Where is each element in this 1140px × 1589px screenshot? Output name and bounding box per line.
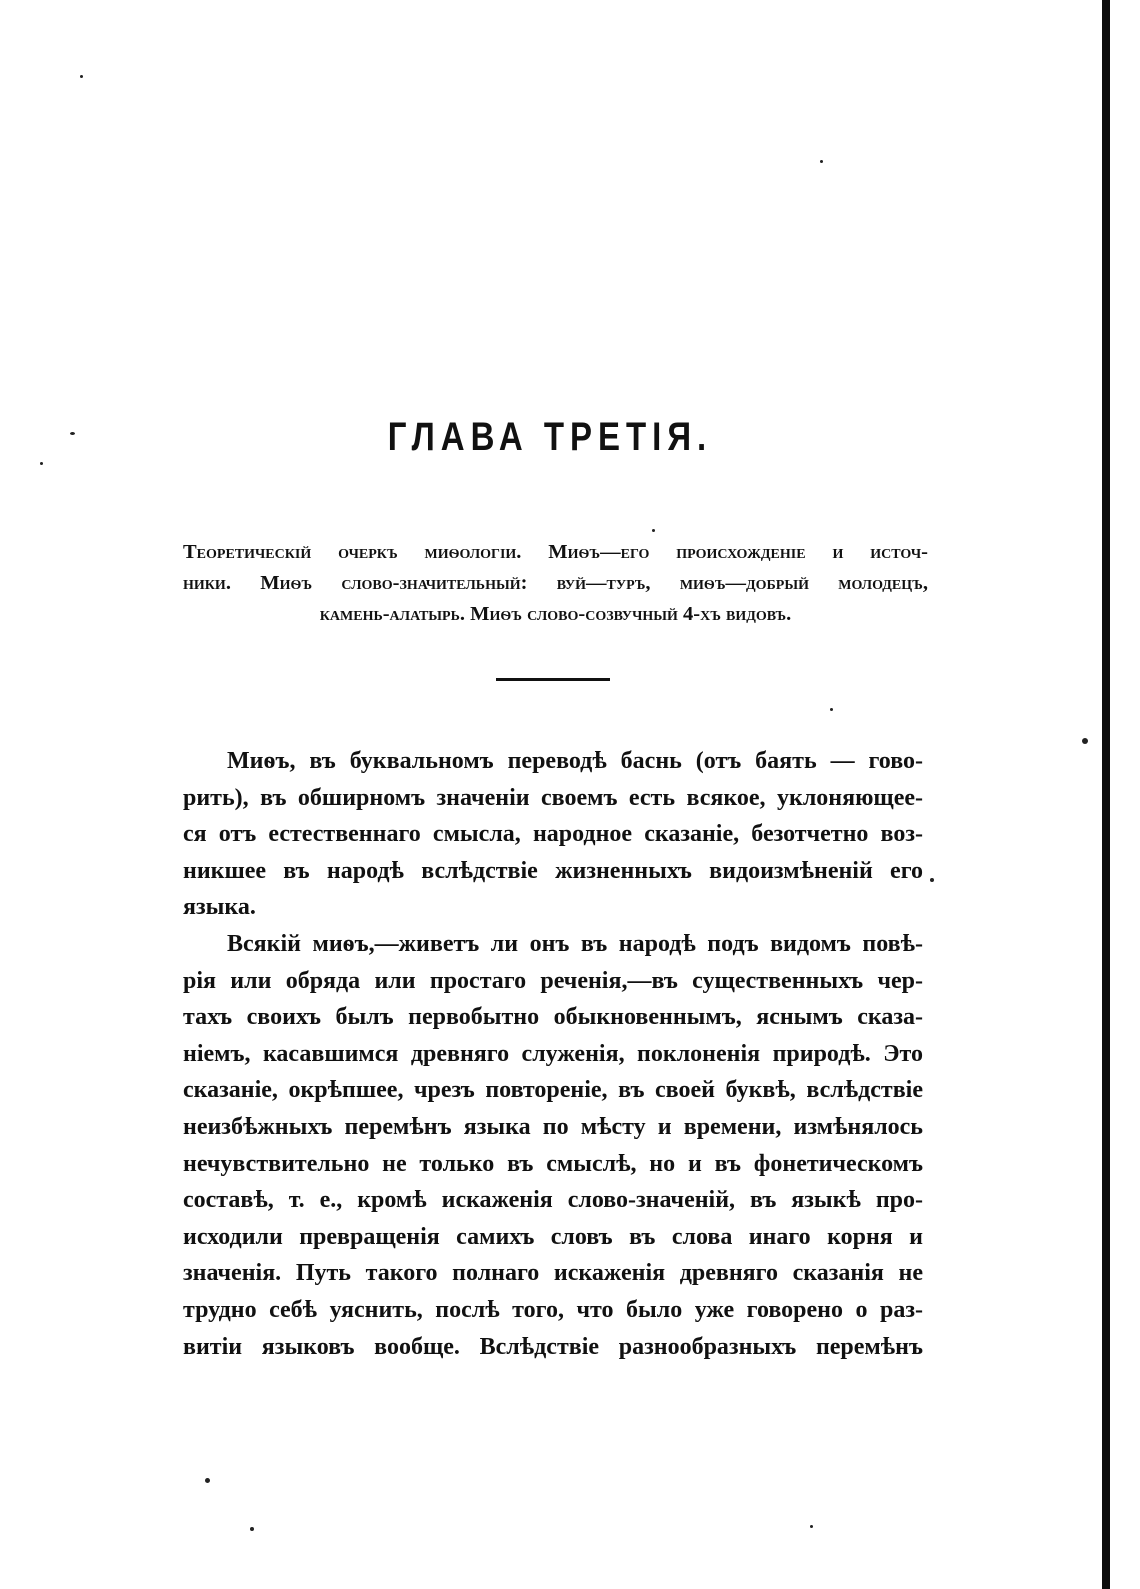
- paragraph-2-line: составѣ, т. е., кромѣ искаженія слово-значеній, въ языкѣ про-: [183, 1187, 923, 1214]
- paragraph-2-line: тахъ своихъ былъ первобытно обыкновеннымъ, яснымъ сказа-: [183, 1004, 923, 1031]
- paragraph-2-line: витіи языковъ вообще. Вслѣдствіе разнообразныхъ перемѣнъ: [183, 1333, 923, 1360]
- summary-line: ники. Миѳъ слово-значительный: вуй—туръ, миѳъ—добрый молодецъ,: [183, 572, 928, 594]
- scan-speck: [820, 160, 823, 163]
- page-edge-shadow: [1102, 0, 1110, 1589]
- scan-speck: [810, 1525, 813, 1528]
- paragraph-1-line: никшее въ народѣ вслѣдствіе жизненныхъ видоизмѣненій его: [183, 857, 923, 884]
- scan-speck: [40, 462, 43, 465]
- paragraph-2-line: рія или обряда или простаго реченія,—въ существенныхъ чер-: [183, 967, 923, 994]
- paragraph-2-line: Всякій миѳъ,—живетъ ли онъ въ народѣ подъ видомъ повѣ-: [227, 930, 923, 957]
- scan-speck: [652, 529, 655, 532]
- paragraph-2-line: исходили превращенія самихъ словъ въ слова инаго корня и: [183, 1223, 923, 1250]
- paragraph-1-line: ся отъ естественнаго смысла, народное сказаніе, безотчетно воз-: [183, 821, 923, 848]
- paragraph-1-line: языка.: [183, 894, 256, 921]
- scan-speck: [250, 1527, 254, 1531]
- paragraph-1-line: рить), въ обширномъ значеніи своемъ есть всякое, уклоняющее-: [183, 784, 923, 811]
- paragraph-2-line: сказаніе, окрѣпшее, чрезъ повтореніе, въ своей буквѣ, вслѣдствіе: [183, 1077, 923, 1104]
- paragraph-1-line: Миѳъ, въ буквальномъ переводѣ баснь (отъ баять — гово-: [227, 748, 923, 774]
- paragraph-2-line: ніемъ, касавшимся древняго служенія, поклоненія природѣ. Это: [183, 1040, 923, 1067]
- summary-line: камень-алатырь. Миѳъ слово-созвучный 4-хъ видовъ.: [319, 603, 792, 625]
- paragraph-2-line: нечувствительно не только въ смыслѣ, но и въ фонетическомъ: [183, 1150, 923, 1177]
- scan-speck: [930, 878, 934, 882]
- paragraph-2-line: неизбѣжныхъ перемѣнъ языка по мѣсту и времени, измѣнялось: [183, 1113, 923, 1140]
- body-text: [183, 743, 923, 1365]
- scan-speck: [1082, 738, 1088, 744]
- paragraph-2-line: значенія. Путь такого полнаго искаженія древняго сказанія не: [183, 1260, 923, 1287]
- chapter-title: ГЛАВА ТРЕТІЯ.: [387, 414, 713, 459]
- scan-speck: [205, 1478, 210, 1483]
- summary-line: Теоретическій очеркъ миѳологіи. Миѳъ—его происхожденіе и источ-: [183, 541, 928, 563]
- scan-speck: [830, 708, 833, 711]
- section-divider: [496, 678, 610, 681]
- chapter-summary: [183, 537, 928, 630]
- scan-speck: [80, 75, 83, 78]
- paragraph-2-line: трудно себѣ уяснить, послѣ того, что было уже говорено о раз-: [183, 1296, 923, 1323]
